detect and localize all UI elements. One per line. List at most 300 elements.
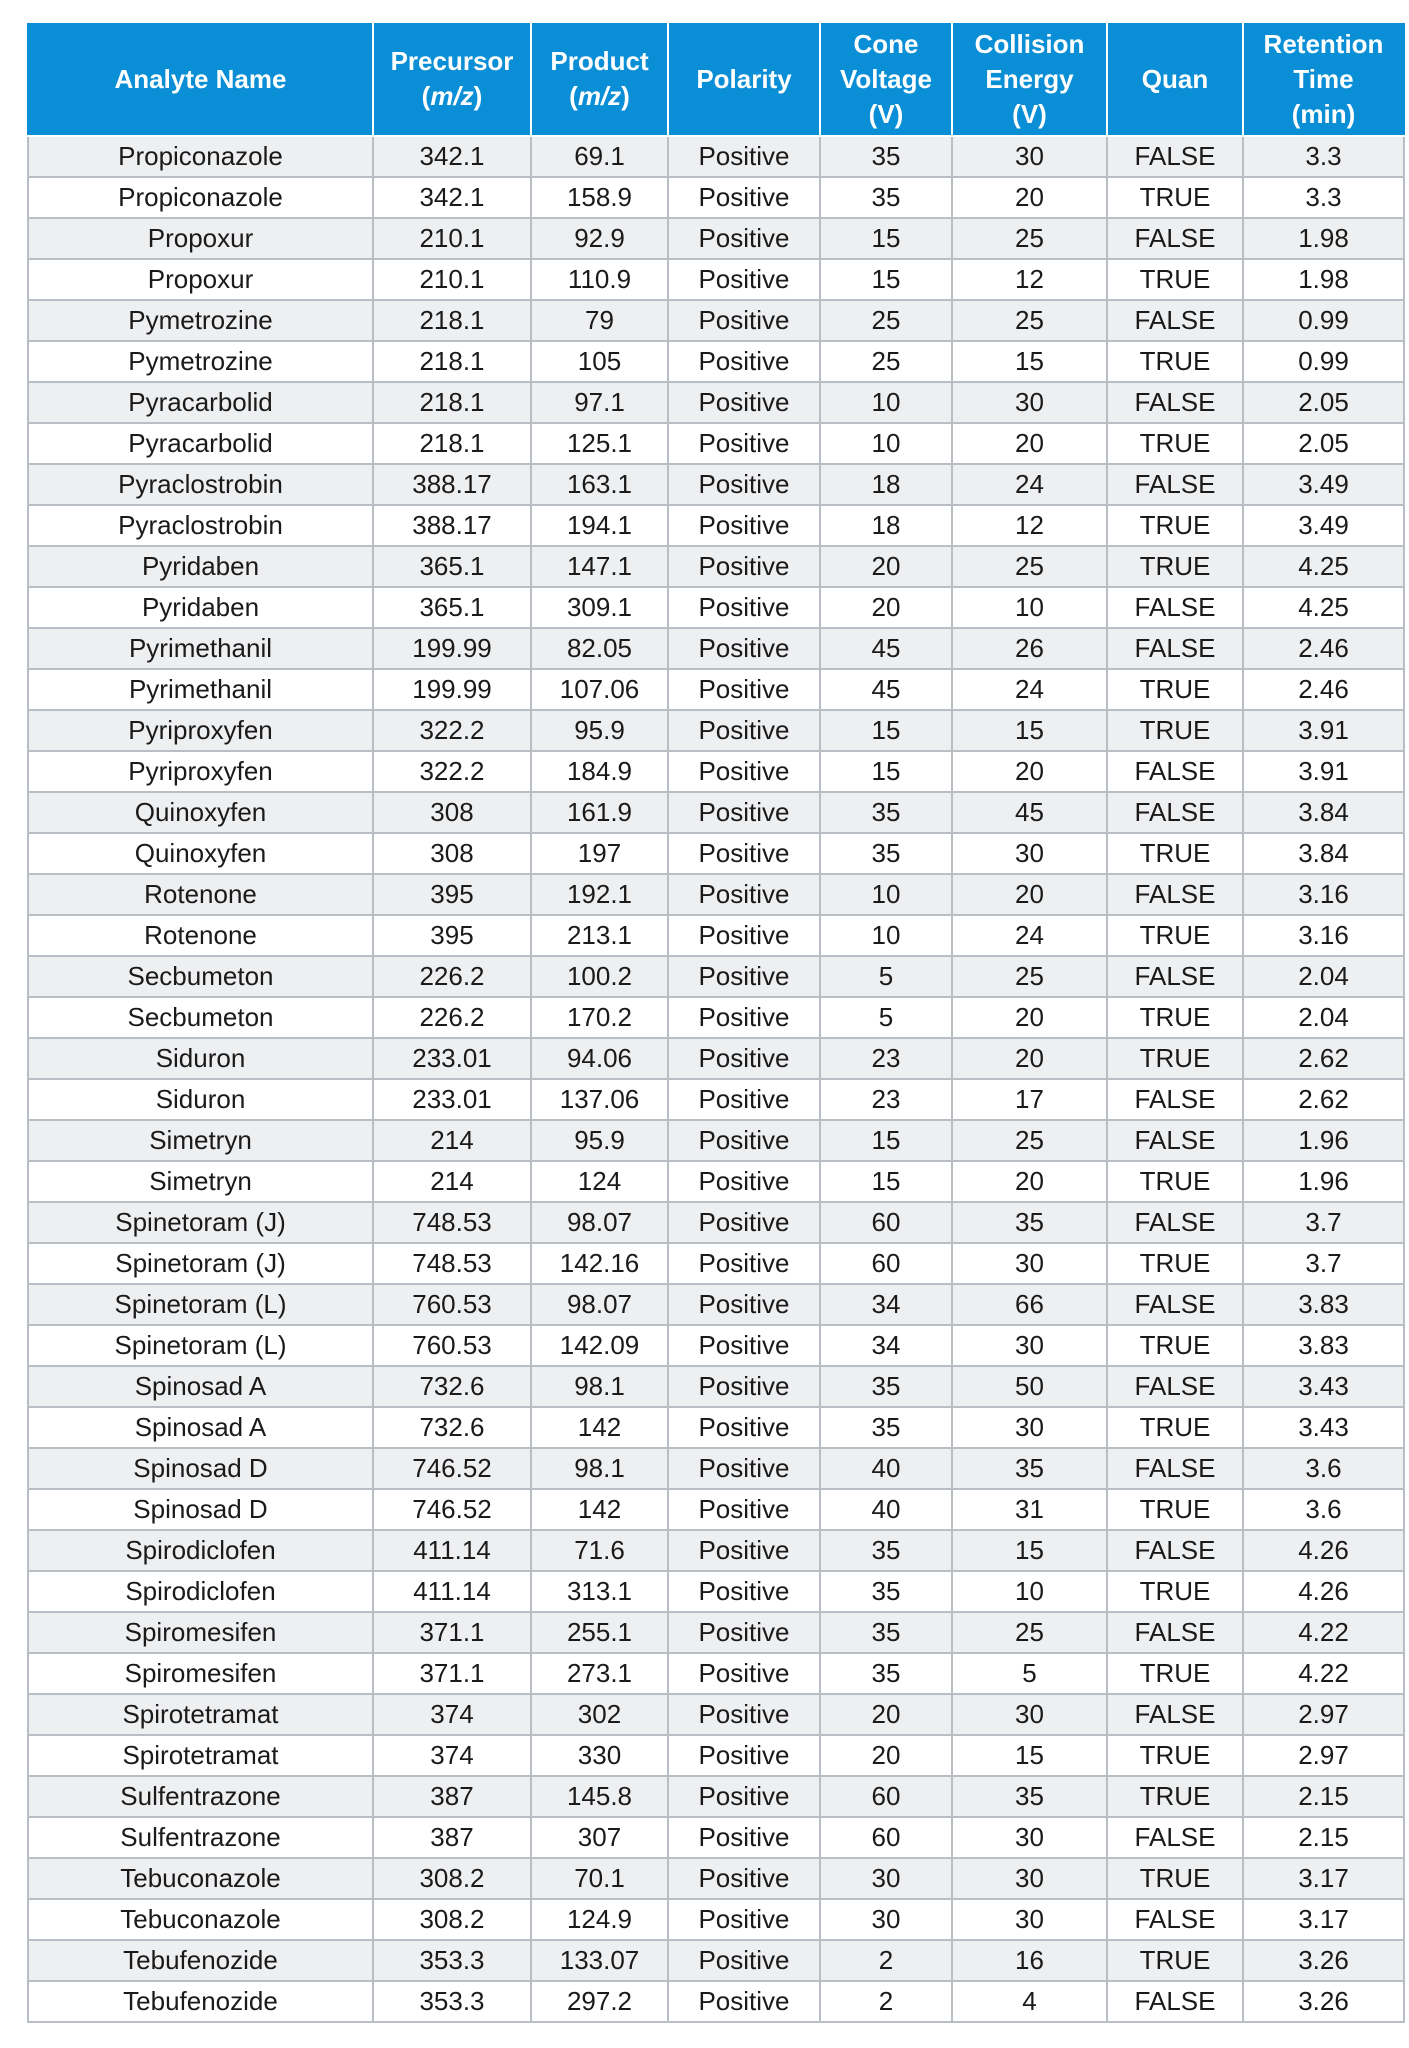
cell-product-mz: 145.8 (531, 1776, 668, 1817)
cell-polarity: Positive (668, 874, 820, 915)
cell-collision-energy: 30 (952, 382, 1107, 423)
cell-cone-voltage: 15 (820, 218, 952, 259)
cell-product-mz: 70.1 (531, 1858, 668, 1899)
cell-retention-time: 3.43 (1243, 1407, 1404, 1448)
cell-precursor-mz: 226.2 (373, 956, 531, 997)
cell-analyte-name: Spinosad D (28, 1448, 373, 1489)
table-row (28, 1202, 1404, 1243)
cell-collision-energy: 20 (952, 997, 1107, 1038)
table-row (28, 1243, 1404, 1284)
cell-retention-time: 3.83 (1243, 1284, 1404, 1325)
cell-analyte-name: Rotenone (28, 874, 373, 915)
cell-polarity: Positive (668, 382, 820, 423)
cell-precursor-mz: 411.14 (373, 1571, 531, 1612)
cell-precursor-mz: 748.53 (373, 1202, 531, 1243)
cell-quan: TRUE (1107, 833, 1243, 874)
cell-analyte-name: Spirodiclofen (28, 1571, 373, 1612)
cell-retention-time: 2.15 (1243, 1776, 1404, 1817)
cell-analyte-name: Spinetoram (L) (28, 1284, 373, 1325)
cell-retention-time: 2.97 (1243, 1735, 1404, 1776)
cell-quan: FALSE (1107, 1694, 1243, 1735)
cell-analyte-name: Spinetoram (J) (28, 1243, 373, 1284)
table-row (28, 259, 1404, 300)
cell-precursor-mz: 210.1 (373, 259, 531, 300)
cell-polarity: Positive (668, 956, 820, 997)
cell-cone-voltage: 35 (820, 1366, 952, 1407)
cell-analyte-name: Tebuconazole (28, 1858, 373, 1899)
cell-product-mz: 100.2 (531, 956, 668, 997)
table-row (28, 546, 1404, 587)
cell-precursor-mz: 308.2 (373, 1899, 531, 1940)
cell-collision-energy: 24 (952, 915, 1107, 956)
cell-product-mz: 158.9 (531, 177, 668, 218)
cell-product-mz: 142 (531, 1489, 668, 1530)
cell-collision-energy: 15 (952, 1735, 1107, 1776)
cell-retention-time: 3.91 (1243, 751, 1404, 792)
cell-product-mz: 98.07 (531, 1284, 668, 1325)
cell-retention-time: 3.16 (1243, 874, 1404, 915)
cell-collision-energy: 12 (952, 505, 1107, 546)
table-row (28, 1366, 1404, 1407)
cell-product-mz: 309.1 (531, 587, 668, 628)
cell-cone-voltage: 18 (820, 505, 952, 546)
header-analyte-name: Analyte Name (28, 23, 373, 136)
cell-collision-energy: 35 (952, 1776, 1107, 1817)
cell-retention-time: 3.6 (1243, 1448, 1404, 1489)
cell-quan: FALSE (1107, 792, 1243, 833)
cell-analyte-name: Pyridaben (28, 546, 373, 587)
header-cone-voltage: Cone Voltage (V) (820, 23, 952, 136)
cell-polarity: Positive (668, 710, 820, 751)
cell-quan: TRUE (1107, 1776, 1243, 1817)
cell-collision-energy: 4 (952, 1981, 1107, 2022)
cell-analyte-name: Siduron (28, 1038, 373, 1079)
cell-quan: FALSE (1107, 1899, 1243, 1940)
cell-analyte-name: Rotenone (28, 915, 373, 956)
cell-product-mz: 124 (531, 1161, 668, 1202)
cell-quan: TRUE (1107, 259, 1243, 300)
cell-precursor-mz: 210.1 (373, 218, 531, 259)
cell-quan: TRUE (1107, 669, 1243, 710)
cell-precursor-mz: 388.17 (373, 505, 531, 546)
table-row (28, 382, 1404, 423)
table-row (28, 1448, 1404, 1489)
cell-quan: TRUE (1107, 1858, 1243, 1899)
cell-cone-voltage: 60 (820, 1243, 952, 1284)
cell-product-mz: 330 (531, 1735, 668, 1776)
cell-product-mz: 163.1 (531, 464, 668, 505)
cell-cone-voltage: 23 (820, 1079, 952, 1120)
cell-collision-energy: 24 (952, 464, 1107, 505)
header-product: Product (m/z) (531, 23, 668, 136)
cell-polarity: Positive (668, 669, 820, 710)
cell-precursor-mz: 395 (373, 915, 531, 956)
cell-polarity: Positive (668, 1530, 820, 1571)
cell-precursor-mz: 233.01 (373, 1038, 531, 1079)
cell-analyte-name: Pyriproxyfen (28, 751, 373, 792)
cell-retention-time: 4.26 (1243, 1530, 1404, 1571)
cell-quan: FALSE (1107, 1530, 1243, 1571)
cell-polarity: Positive (668, 1858, 820, 1899)
cell-polarity: Positive (668, 1202, 820, 1243)
cell-quan: TRUE (1107, 915, 1243, 956)
cell-quan: FALSE (1107, 1366, 1243, 1407)
cell-cone-voltage: 15 (820, 259, 952, 300)
table-row (28, 1325, 1404, 1366)
cell-cone-voltage: 35 (820, 792, 952, 833)
cell-collision-energy: 16 (952, 1940, 1107, 1981)
cell-product-mz: 82.05 (531, 628, 668, 669)
cell-collision-energy: 50 (952, 1366, 1107, 1407)
cell-analyte-name: Sulfentrazone (28, 1776, 373, 1817)
cell-cone-voltage: 15 (820, 710, 952, 751)
cell-retention-time: 3.7 (1243, 1202, 1404, 1243)
table-row (28, 1817, 1404, 1858)
cell-polarity: Positive (668, 1120, 820, 1161)
cell-quan: TRUE (1107, 1407, 1243, 1448)
cell-quan: TRUE (1107, 505, 1243, 546)
cell-collision-energy: 26 (952, 628, 1107, 669)
cell-collision-energy: 30 (952, 1243, 1107, 1284)
cell-analyte-name: Spiromesifen (28, 1653, 373, 1694)
cell-collision-energy: 25 (952, 956, 1107, 997)
cell-quan: FALSE (1107, 956, 1243, 997)
cell-precursor-mz: 353.3 (373, 1981, 531, 2022)
table-row (28, 1858, 1404, 1899)
cell-collision-energy: 15 (952, 341, 1107, 382)
cell-cone-voltage: 18 (820, 464, 952, 505)
cell-quan: TRUE (1107, 1161, 1243, 1202)
cell-polarity: Positive (668, 833, 820, 874)
cell-collision-energy: 20 (952, 874, 1107, 915)
cell-product-mz: 133.07 (531, 1940, 668, 1981)
cell-quan: FALSE (1107, 136, 1243, 177)
cell-retention-time: 2.04 (1243, 956, 1404, 997)
table-row (28, 1038, 1404, 1079)
cell-retention-time: 3.91 (1243, 710, 1404, 751)
table-row (28, 915, 1404, 956)
cell-collision-energy: 31 (952, 1489, 1107, 1530)
cell-quan: FALSE (1107, 1981, 1243, 2022)
cell-polarity: Positive (668, 628, 820, 669)
cell-product-mz: 142.16 (531, 1243, 668, 1284)
table-row (28, 1694, 1404, 1735)
cell-collision-energy: 30 (952, 833, 1107, 874)
cell-product-mz: 71.6 (531, 1530, 668, 1571)
cell-retention-time: 4.25 (1243, 587, 1404, 628)
cell-precursor-mz: 365.1 (373, 546, 531, 587)
header-polarity: Polarity (668, 23, 820, 136)
cell-analyte-name: Tebufenozide (28, 1981, 373, 2022)
cell-collision-energy: 5 (952, 1653, 1107, 1694)
cell-quan: TRUE (1107, 997, 1243, 1038)
cell-precursor-mz: 218.1 (373, 300, 531, 341)
table-row (28, 1407, 1404, 1448)
cell-product-mz: 194.1 (531, 505, 668, 546)
cell-retention-time: 3.26 (1243, 1981, 1404, 2022)
cell-analyte-name: Spiromesifen (28, 1612, 373, 1653)
cell-product-mz: 98.1 (531, 1366, 668, 1407)
cell-polarity: Positive (668, 1366, 820, 1407)
cell-polarity: Positive (668, 1899, 820, 1940)
cell-analyte-name: Pyraclostrobin (28, 464, 373, 505)
cell-precursor-mz: 233.01 (373, 1079, 531, 1120)
cell-product-mz: 79 (531, 300, 668, 341)
cell-cone-voltage: 10 (820, 382, 952, 423)
cell-polarity: Positive (668, 1817, 820, 1858)
cell-precursor-mz: 371.1 (373, 1612, 531, 1653)
cell-cone-voltage: 45 (820, 628, 952, 669)
cell-collision-energy: 30 (952, 1407, 1107, 1448)
cell-retention-time: 1.98 (1243, 259, 1404, 300)
cell-quan: FALSE (1107, 1120, 1243, 1161)
cell-collision-energy: 20 (952, 751, 1107, 792)
header-row (28, 23, 1404, 136)
cell-cone-voltage: 34 (820, 1284, 952, 1325)
cell-polarity: Positive (668, 792, 820, 833)
cell-retention-time: 2.62 (1243, 1079, 1404, 1120)
cell-quan: FALSE (1107, 1079, 1243, 1120)
cell-product-mz: 97.1 (531, 382, 668, 423)
cell-product-mz: 142 (531, 1407, 668, 1448)
cell-product-mz: 142.09 (531, 1325, 668, 1366)
cell-precursor-mz: 411.14 (373, 1530, 531, 1571)
cell-analyte-name: Spinosad A (28, 1407, 373, 1448)
cell-quan: FALSE (1107, 587, 1243, 628)
cell-precursor-mz: 760.53 (373, 1325, 531, 1366)
cell-analyte-name: Sulfentrazone (28, 1817, 373, 1858)
cell-cone-voltage: 35 (820, 1571, 952, 1612)
cell-collision-energy: 10 (952, 587, 1107, 628)
cell-cone-voltage: 10 (820, 915, 952, 956)
cell-cone-voltage: 30 (820, 1899, 952, 1940)
cell-cone-voltage: 35 (820, 1407, 952, 1448)
cell-cone-voltage: 35 (820, 1530, 952, 1571)
cell-retention-time: 3.49 (1243, 464, 1404, 505)
cell-precursor-mz: 388.17 (373, 464, 531, 505)
cell-quan: FALSE (1107, 1448, 1243, 1489)
cell-product-mz: 197 (531, 833, 668, 874)
cell-collision-energy: 24 (952, 669, 1107, 710)
table-row (28, 423, 1404, 464)
cell-retention-time: 4.22 (1243, 1612, 1404, 1653)
table-row (28, 1981, 1404, 2022)
cell-polarity: Positive (668, 587, 820, 628)
cell-collision-energy: 25 (952, 1612, 1107, 1653)
cell-cone-voltage: 20 (820, 546, 952, 587)
cell-cone-voltage: 10 (820, 423, 952, 464)
cell-cone-voltage: 35 (820, 1612, 952, 1653)
cell-quan: FALSE (1107, 382, 1243, 423)
table-row (28, 874, 1404, 915)
cell-collision-energy: 20 (952, 1161, 1107, 1202)
cell-cone-voltage: 15 (820, 1120, 952, 1161)
cell-cone-voltage: 5 (820, 997, 952, 1038)
cell-analyte-name: Spinosad A (28, 1366, 373, 1407)
cell-analyte-name: Propoxur (28, 259, 373, 300)
table-row (28, 1530, 1404, 1571)
cell-polarity: Positive (668, 1038, 820, 1079)
cell-quan: FALSE (1107, 751, 1243, 792)
cell-polarity: Positive (668, 218, 820, 259)
cell-precursor-mz: 732.6 (373, 1366, 531, 1407)
cell-quan: TRUE (1107, 1325, 1243, 1366)
cell-precursor-mz: 760.53 (373, 1284, 531, 1325)
cell-analyte-name: Spirodiclofen (28, 1530, 373, 1571)
cell-precursor-mz: 308.2 (373, 1858, 531, 1899)
cell-analyte-name: Quinoxyfen (28, 792, 373, 833)
table-row (28, 1940, 1404, 1981)
table-row (28, 464, 1404, 505)
cell-cone-voltage: 35 (820, 1653, 952, 1694)
cell-collision-energy: 30 (952, 1899, 1107, 1940)
cell-cone-voltage: 20 (820, 1735, 952, 1776)
cell-product-mz: 192.1 (531, 874, 668, 915)
cell-analyte-name: Pyracarbolid (28, 382, 373, 423)
cell-collision-energy: 25 (952, 546, 1107, 587)
cell-product-mz: 147.1 (531, 546, 668, 587)
cell-quan: FALSE (1107, 464, 1243, 505)
table-body (28, 136, 1404, 2022)
cell-polarity: Positive (668, 1407, 820, 1448)
table-row (28, 341, 1404, 382)
cell-product-mz: 313.1 (531, 1571, 668, 1612)
cell-analyte-name: Spinosad D (28, 1489, 373, 1530)
cell-product-mz: 297.2 (531, 1981, 668, 2022)
cell-precursor-mz: 395 (373, 874, 531, 915)
cell-cone-voltage: 23 (820, 1038, 952, 1079)
cell-analyte-name: Spinetoram (J) (28, 1202, 373, 1243)
table-row (28, 1899, 1404, 1940)
table-row (28, 710, 1404, 751)
cell-quan: TRUE (1107, 1489, 1243, 1530)
cell-collision-energy: 20 (952, 177, 1107, 218)
cell-quan: FALSE (1107, 1202, 1243, 1243)
cell-analyte-name: Pyrimethanil (28, 669, 373, 710)
cell-retention-time: 3.3 (1243, 177, 1404, 218)
cell-product-mz: 92.9 (531, 218, 668, 259)
cell-retention-time: 3.17 (1243, 1858, 1404, 1899)
cell-analyte-name: Pymetrozine (28, 300, 373, 341)
cell-collision-energy: 45 (952, 792, 1107, 833)
cell-quan: FALSE (1107, 1612, 1243, 1653)
cell-collision-energy: 10 (952, 1571, 1107, 1612)
cell-cone-voltage: 15 (820, 751, 952, 792)
table-row (28, 1612, 1404, 1653)
cell-retention-time: 0.99 (1243, 341, 1404, 382)
cell-cone-voltage: 60 (820, 1202, 952, 1243)
cell-quan: TRUE (1107, 423, 1243, 464)
table-row (28, 751, 1404, 792)
cell-quan: FALSE (1107, 300, 1243, 341)
cell-analyte-name: Quinoxyfen (28, 833, 373, 874)
cell-analyte-name: Secbumeton (28, 997, 373, 1038)
cell-product-mz: 161.9 (531, 792, 668, 833)
cell-cone-voltage: 20 (820, 587, 952, 628)
cell-analyte-name: Tebufenozide (28, 1940, 373, 1981)
cell-retention-time: 2.05 (1243, 382, 1404, 423)
cell-polarity: Positive (668, 1981, 820, 2022)
cell-product-mz: 98.07 (531, 1202, 668, 1243)
cell-analyte-name: Propoxur (28, 218, 373, 259)
cell-precursor-mz: 374 (373, 1694, 531, 1735)
cell-precursor-mz: 308 (373, 792, 531, 833)
cell-retention-time: 2.97 (1243, 1694, 1404, 1735)
cell-cone-voltage: 40 (820, 1489, 952, 1530)
cell-retention-time: 2.15 (1243, 1817, 1404, 1858)
header-precursor: Precursor (m/z) (373, 23, 531, 136)
cell-retention-time: 2.05 (1243, 423, 1404, 464)
cell-polarity: Positive (668, 546, 820, 587)
cell-quan: TRUE (1107, 1038, 1243, 1079)
cell-retention-time: 3.83 (1243, 1325, 1404, 1366)
cell-analyte-name: Propiconazole (28, 136, 373, 177)
cell-product-mz: 170.2 (531, 997, 668, 1038)
cell-retention-time: 3.3 (1243, 136, 1404, 177)
cell-precursor-mz: 218.1 (373, 382, 531, 423)
cell-precursor-mz: 342.1 (373, 177, 531, 218)
table-row (28, 669, 1404, 710)
cell-analyte-name: Siduron (28, 1079, 373, 1120)
cell-cone-voltage: 45 (820, 669, 952, 710)
cell-product-mz: 273.1 (531, 1653, 668, 1694)
cell-analyte-name: Propiconazole (28, 177, 373, 218)
cell-cone-voltage: 25 (820, 300, 952, 341)
cell-polarity: Positive (668, 1161, 820, 1202)
cell-precursor-mz: 214 (373, 1161, 531, 1202)
cell-polarity: Positive (668, 1079, 820, 1120)
mrm-transition-table-container (27, 23, 1383, 2023)
cell-precursor-mz: 371.1 (373, 1653, 531, 1694)
cell-precursor-mz: 214 (373, 1120, 531, 1161)
cell-product-mz: 213.1 (531, 915, 668, 956)
cell-precursor-mz: 353.3 (373, 1940, 531, 1981)
cell-polarity: Positive (668, 1940, 820, 1981)
cell-quan: TRUE (1107, 1735, 1243, 1776)
table-row (28, 1776, 1404, 1817)
cell-collision-energy: 30 (952, 1325, 1107, 1366)
cell-collision-energy: 30 (952, 1694, 1107, 1735)
cell-polarity: Positive (668, 464, 820, 505)
cell-precursor-mz: 199.99 (373, 628, 531, 669)
cell-precursor-mz: 226.2 (373, 997, 531, 1038)
mrm-transition-table (27, 23, 1405, 2023)
cell-analyte-name: Pyracarbolid (28, 423, 373, 464)
cell-quan: FALSE (1107, 218, 1243, 259)
table-row (28, 1161, 1404, 1202)
table-row (28, 1571, 1404, 1612)
cell-product-mz: 184.9 (531, 751, 668, 792)
table-row (28, 628, 1404, 669)
cell-quan: TRUE (1107, 1653, 1243, 1694)
cell-cone-voltage: 5 (820, 956, 952, 997)
cell-quan: FALSE (1107, 628, 1243, 669)
table-row (28, 177, 1404, 218)
cell-polarity: Positive (668, 1448, 820, 1489)
cell-polarity: Positive (668, 1653, 820, 1694)
cell-product-mz: 124.9 (531, 1899, 668, 1940)
cell-retention-time: 3.84 (1243, 792, 1404, 833)
cell-polarity: Positive (668, 751, 820, 792)
cell-polarity: Positive (668, 1489, 820, 1530)
table-row (28, 792, 1404, 833)
cell-polarity: Positive (668, 136, 820, 177)
cell-product-mz: 137.06 (531, 1079, 668, 1120)
cell-polarity: Positive (668, 505, 820, 546)
cell-polarity: Positive (668, 915, 820, 956)
cell-precursor-mz: 746.52 (373, 1489, 531, 1530)
cell-cone-voltage: 34 (820, 1325, 952, 1366)
